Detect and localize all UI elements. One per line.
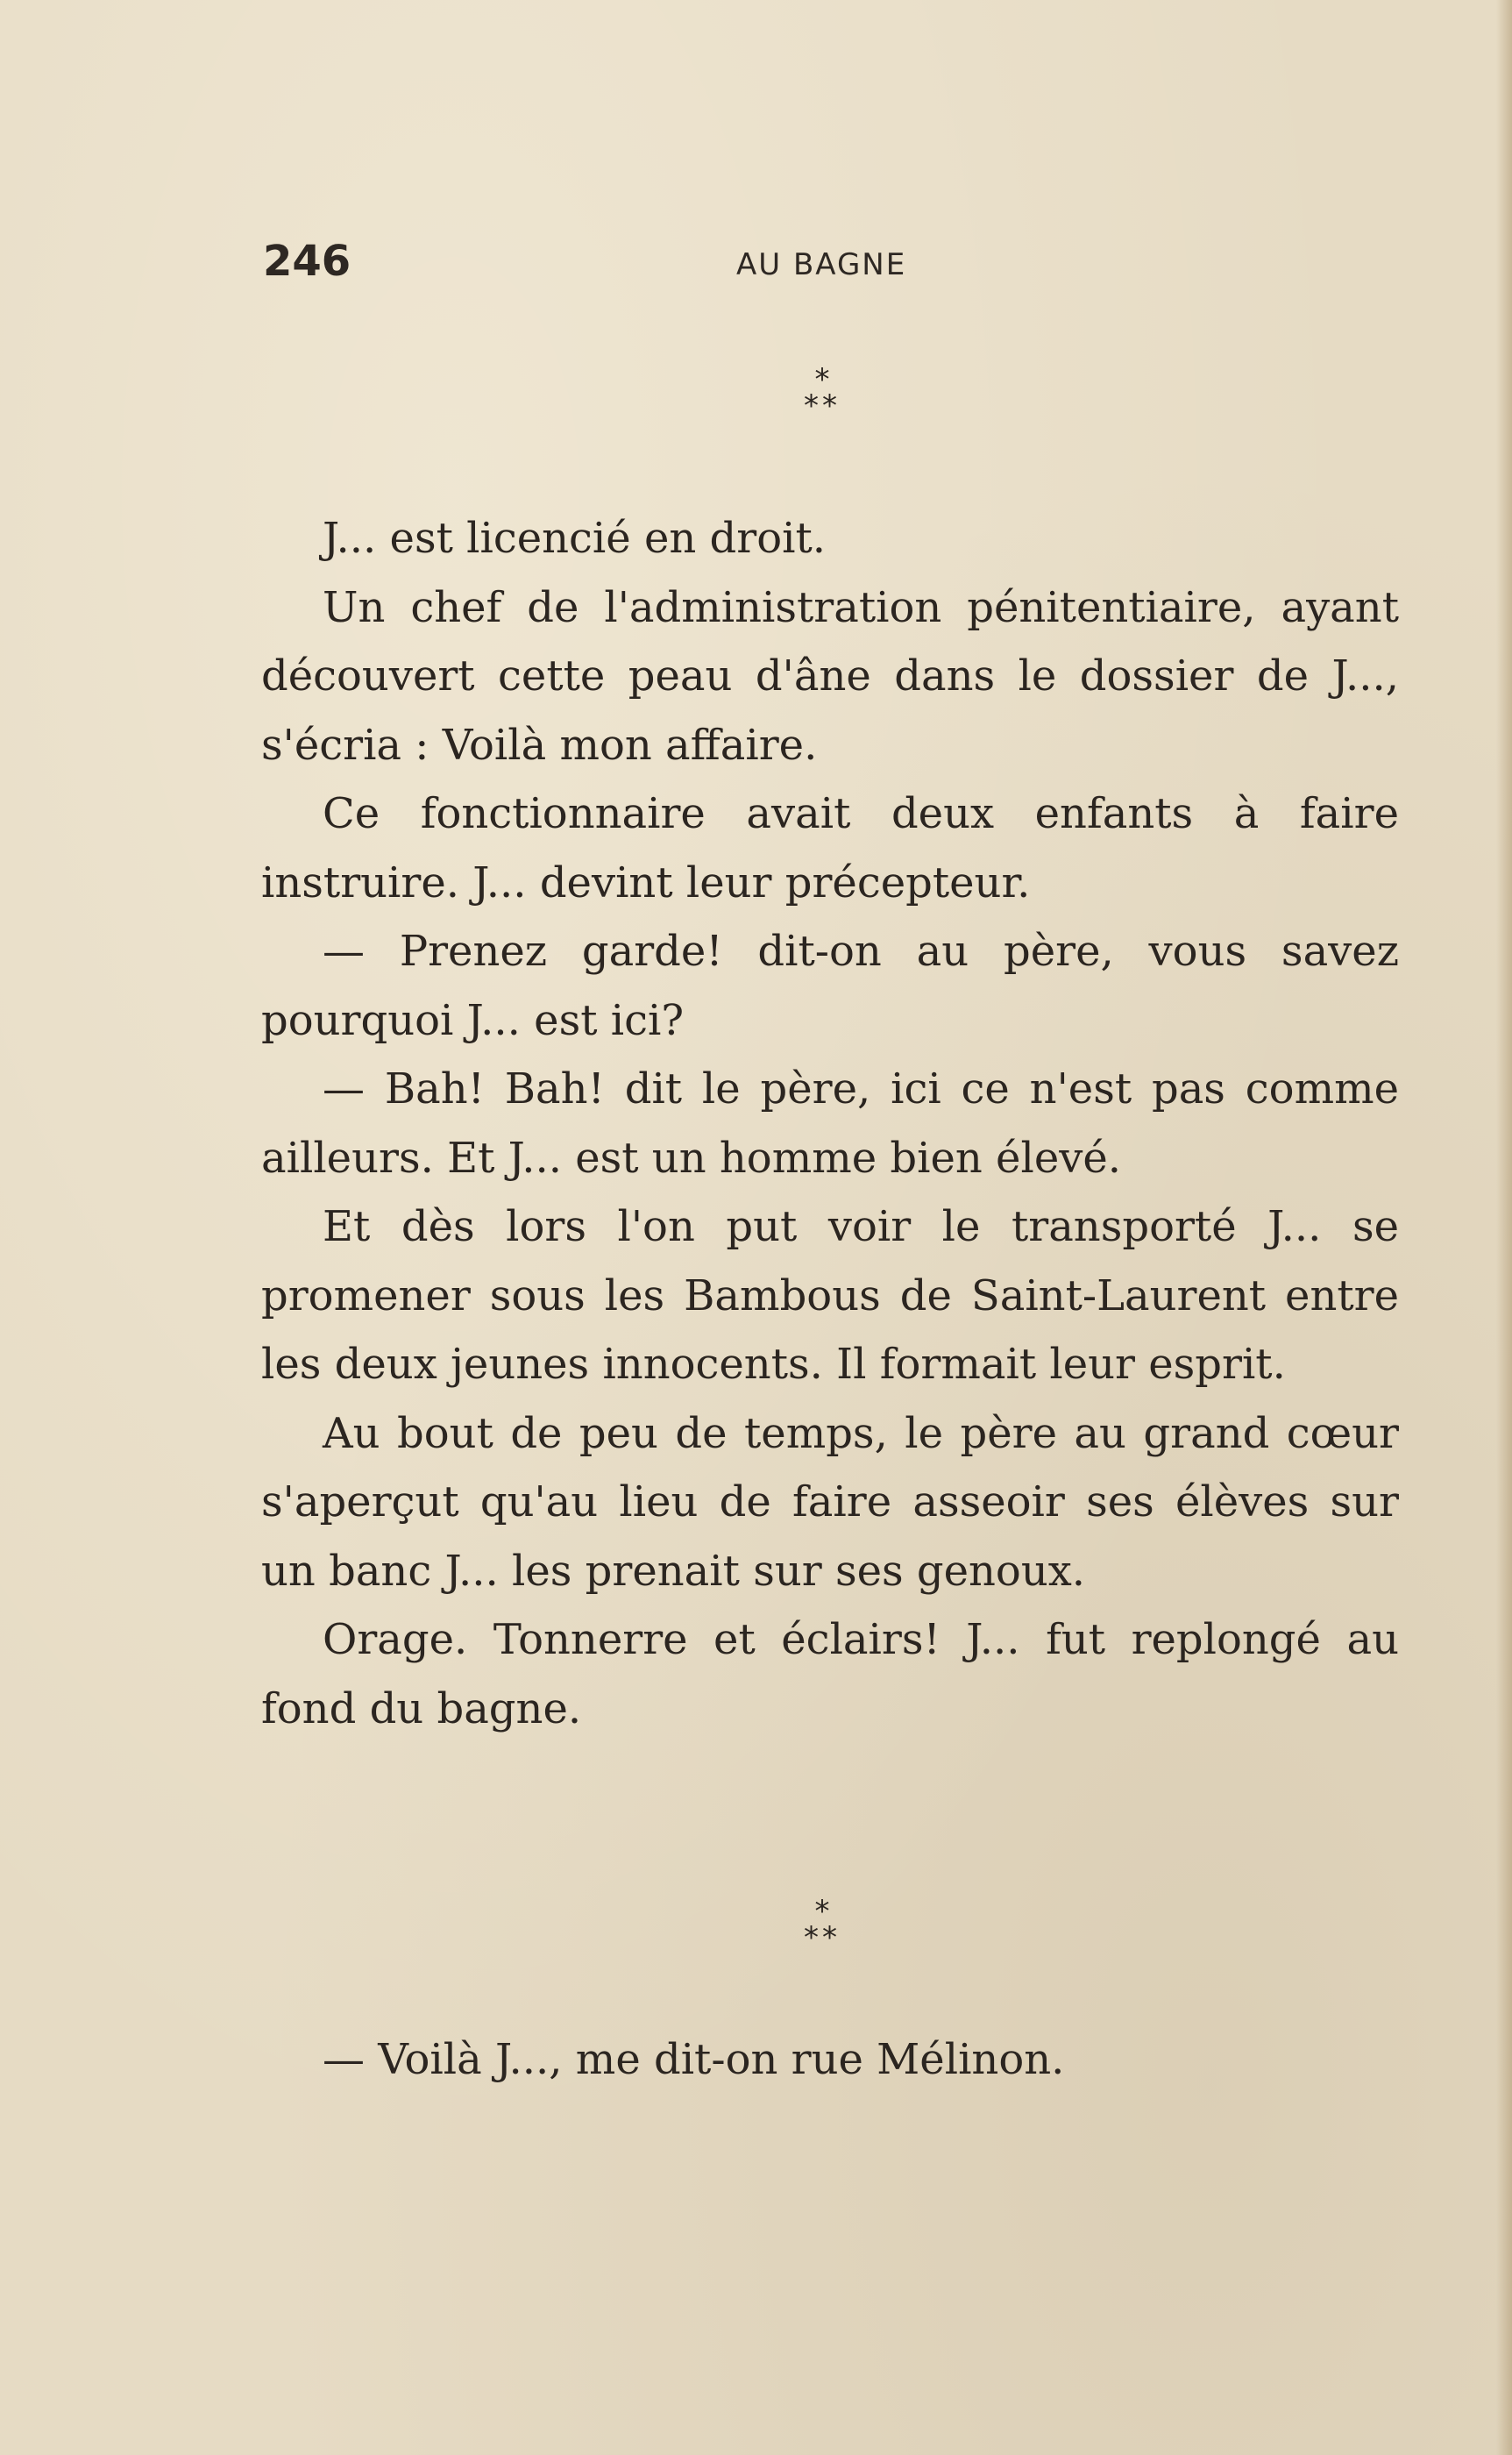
paragraph: Orage. Tonnerre et éclairs! J... fut replongé au fond du bagne. [261, 1615, 1399, 1733]
paragraph: — Prenez garde! dit-on au père, vous savez pourquoi J... est ici? [261, 927, 1399, 1045]
page-edge-shadow [1496, 0, 1512, 2455]
closing-text [261, 2025, 1399, 2094]
body-text [261, 504, 1399, 1743]
closing-line: — Voilà J..., me dit-on rue Mélinon. [323, 2035, 1065, 2084]
paragraph: Ce fonctionnaire avait deux enfants à faire instruire. J... devint leur précepteur. [261, 789, 1399, 907]
asterism-top: * [814, 362, 830, 397]
running-title: AU BAGNE [736, 247, 907, 282]
page-number: 246 [263, 237, 351, 286]
asterism-top: * [814, 1894, 830, 1929]
paragraph: — Bah! Bah! dit le père, ici ce n'est pas comme ailleurs. Et J... est un homme bien élevé. [261, 1064, 1399, 1183]
asterism-bottom: ** [804, 1920, 841, 1955]
asterism-bottom: ** [804, 388, 841, 423]
running-head [263, 237, 1402, 289]
paragraph: Et dès lors l'on put voir le transporté J... se promener sous les Bambous de Saint-Laurent entre les deux jeunes innocents. Il formait leur esprit. [261, 1202, 1399, 1389]
paragraph: Au bout de peu de temps, le père au grand cœur s'aperçut qu'au lieu de faire asseoir ses élèves sur un banc J... les prenait sur ses genoux. [261, 1408, 1399, 1596]
section-break-asterism [770, 362, 875, 428]
paragraph: J... est licencié en droit. [323, 514, 826, 563]
paragraph: Un chef de l'administration pénitentiaire, ayant découvert cette peau d'âne dans le dossier de J..., s'écria : Voilà mon affaire. [261, 582, 1399, 770]
section-break-asterism [770, 1894, 875, 1960]
